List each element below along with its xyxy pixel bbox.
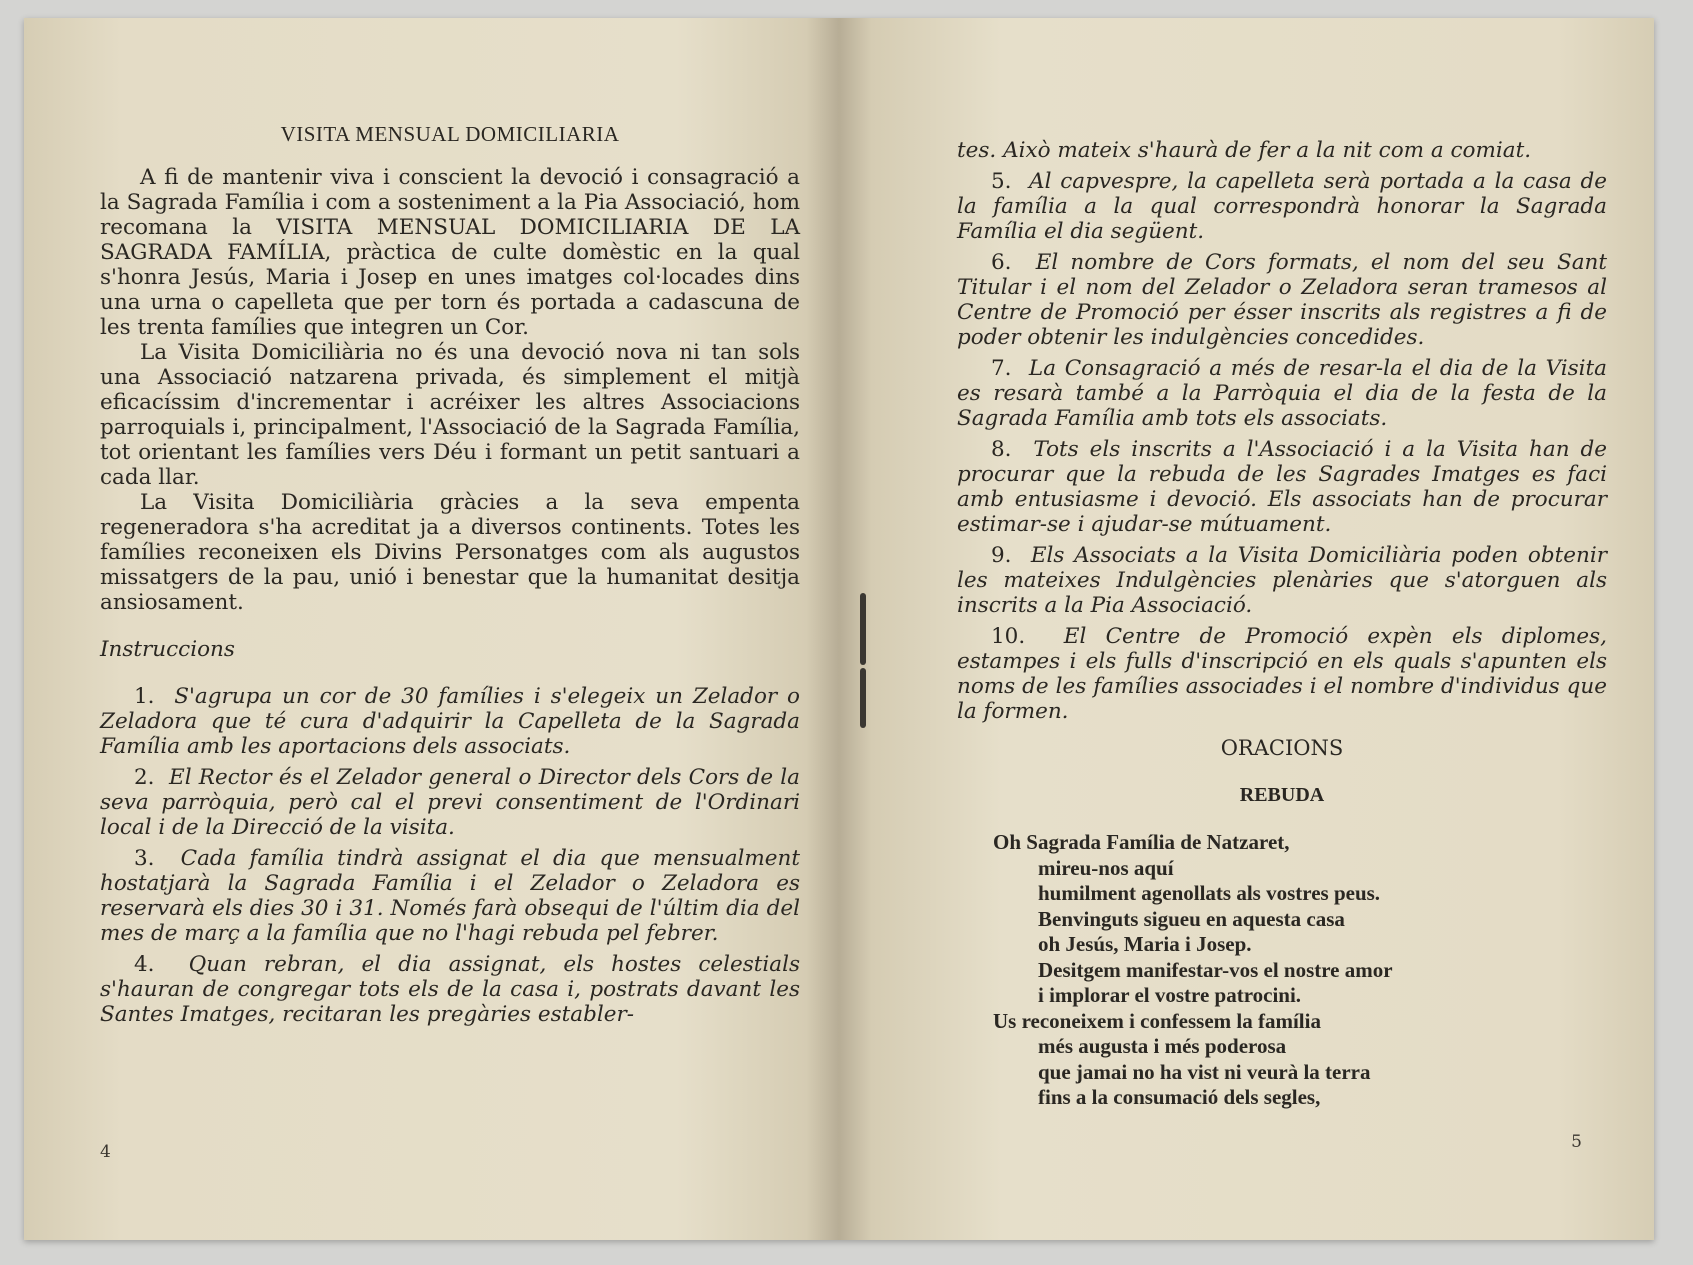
instruction-number: 2. xyxy=(134,765,155,790)
instruction-item xyxy=(957,356,1607,431)
right-page xyxy=(867,18,1654,1240)
instruction-text: La Consagració a més de resar-la el dia de la Visita es resarà també a la Parròquia el dia de la festa de la Sagrada Família amb tots els associats. xyxy=(957,356,1608,431)
page-number: 4 xyxy=(100,1142,111,1162)
prayer-line: humilment agenollats als vostres peus. xyxy=(1038,881,1381,905)
instruction-item xyxy=(957,169,1607,244)
instruction-number: 6. xyxy=(991,250,1012,275)
instruction-item xyxy=(957,437,1607,537)
left-column xyxy=(100,122,800,1033)
instruction-text: Quan rebran, el dia assignat, els hostes celestials s'hauran de congregar tots els de la casa i, postrats davant les Santes Imatges, recitaran les pregàries establer- xyxy=(100,952,800,1027)
binding-stitch xyxy=(860,668,866,728)
prayer-line: que jamai no ha vist ni veurà la terra xyxy=(1038,1059,1371,1084)
instruction-number: 7. xyxy=(991,356,1012,381)
booklet-spread xyxy=(24,18,1654,1240)
instruction-text: Cada família tindrà assignat el dia que mensualment hostatjarà la Sagrada Família i el Zelador o Zeladora es reservarà els dies 30 i 31. Només farà obsequi de l'últim dia del mes de març a la família que no l'hagi rebuda pel febrer. xyxy=(100,846,801,946)
instruction-item xyxy=(957,543,1607,618)
instruction-item xyxy=(100,765,800,840)
prayer-line: i implorar el vostre patrocini. xyxy=(1038,983,1302,1007)
prayer xyxy=(993,830,1607,1111)
paragraph: A fi de mantenir viva i conscient la devoció i consagració a la Sagrada Família i com a sosteniment a la Pia Associació, hom recomana la VISITA MENSUAL DOMICILIARIA DE LA SAGRADA FAMÍLIA, pràctica de culte domèstic en la qual s'honra Jesús, Maria i Josep en unes imatges col·locades dins una urna o capelleta que per torn és portada a cadascuna de les trenta famílies que integren un Cor. xyxy=(100,165,800,340)
prayer-line: Desitgem manifestar-vos el nostre amor xyxy=(1038,957,1393,982)
prayer-line: Us reconeixem i confessem la família xyxy=(993,1008,1321,1033)
instruction-text: Tots els inscrits a l'Associació i a la Visita han de procurar que la rebuda de les Sagrades Imatges es faci amb entusiasme i devoció. Els associats han de procurar estimar-se i ajudar-se mútuament. xyxy=(957,437,1607,537)
binding-stitch xyxy=(860,593,866,665)
page-number: 5 xyxy=(1571,1132,1582,1152)
continued-text: tes. Això mateix s'haurà de fer a la nit com a comiat. xyxy=(957,138,1532,163)
prayer-line: més augusta i més poderosa xyxy=(1038,1034,1287,1058)
prayer-line: Oh Sagrada Família de Natzaret, xyxy=(993,830,1290,854)
instruction-number: 1. xyxy=(134,684,155,709)
prayer-line: mireu-nos aquí xyxy=(1038,855,1174,880)
instruction-text: S'agrupa un cor de 30 famílies i s'elegeix un Zelador o Zeladora que té cura d'adquirir la Capelleta de la Sagrada Família amb les aportacions dels associats. xyxy=(100,684,800,759)
prayer-line: fins a la consumació dels segles, xyxy=(1038,1085,1321,1109)
instructions-heading: Instruccions xyxy=(100,637,235,662)
instruction-number: 4. xyxy=(134,952,155,977)
instruction-item xyxy=(100,952,800,1027)
instruction-text: Al capvespre, la capelleta serà portada a la casa de la família a la qual correspondrà honorar la Sagrada Família el dia següent. xyxy=(957,169,1607,244)
instruction-item xyxy=(100,846,800,946)
instruction-number: 3. xyxy=(134,846,155,871)
instruction-text: El nombre de Cors formats, el nom del seu Sant Titular i el nom del Zelador o Zeladora seran tramesos al Centre de Promoció per ésser inscrits als registres a fi de poder obtenir les indulgències concedides. xyxy=(957,250,1607,350)
instruction-item xyxy=(957,624,1607,724)
prayer-title: REBUDA xyxy=(1239,784,1325,806)
instruction-text: El Centre de Promoció expèn els diplomes, estampes i els fulls d'inscripció en els quals s'apunten els noms de les famílies associades i el nombre d'individus que la formen. xyxy=(957,624,1607,724)
prayer-line: oh Jesús, Maria i Josep. xyxy=(1038,932,1252,956)
page-title: VISITA MENSUAL DOMICILIARIA xyxy=(280,122,620,146)
instruction-text: El Rector és el Zelador general o Director dels Cors de la seva parròquia, però cal el previ consentiment de l'Ordinari local i de la Direcció de la visita. xyxy=(100,765,800,840)
instruction-number: 10. xyxy=(991,624,1026,649)
instruction-number: 8. xyxy=(991,437,1012,462)
paragraph: La Visita Domiciliària no és una devoció nova ni tan sols una Associació natzarena privada, és simplement el mitjà eficacíssim d'incrementar i acréixer les altres Associacions parroquials i, principalment, l'Associació de la Sagrada Família, tot orientant les famílies vers Déu i formant un petit santuari a cada llar. xyxy=(100,340,800,490)
instruction-text: Els Associats a la Visita Domiciliària poden obtenir les mateixes Indulgències plenàries que s'atorguen als inscrits a la Pia Associació. xyxy=(957,543,1608,618)
instruction-number: 5. xyxy=(991,169,1012,194)
instruction-item xyxy=(957,250,1607,350)
prayer-line: Benvinguts sigueu en aquesta casa xyxy=(1038,906,1345,931)
section-title: ORACIONS xyxy=(1220,736,1344,760)
right-column xyxy=(957,138,1607,1111)
paragraph: La Visita Domiciliària gràcies a la seva empenta regeneradora s'ha acreditat ja a diversos continents. Totes les famílies reconeixen els Divins Personatges com als augustos missatgers de la pau, unió i benestar que la humanitat desitja ansiosament. xyxy=(100,490,800,615)
instruction-number: 9. xyxy=(991,543,1012,568)
instruction-item xyxy=(100,684,800,759)
left-page xyxy=(24,18,864,1240)
